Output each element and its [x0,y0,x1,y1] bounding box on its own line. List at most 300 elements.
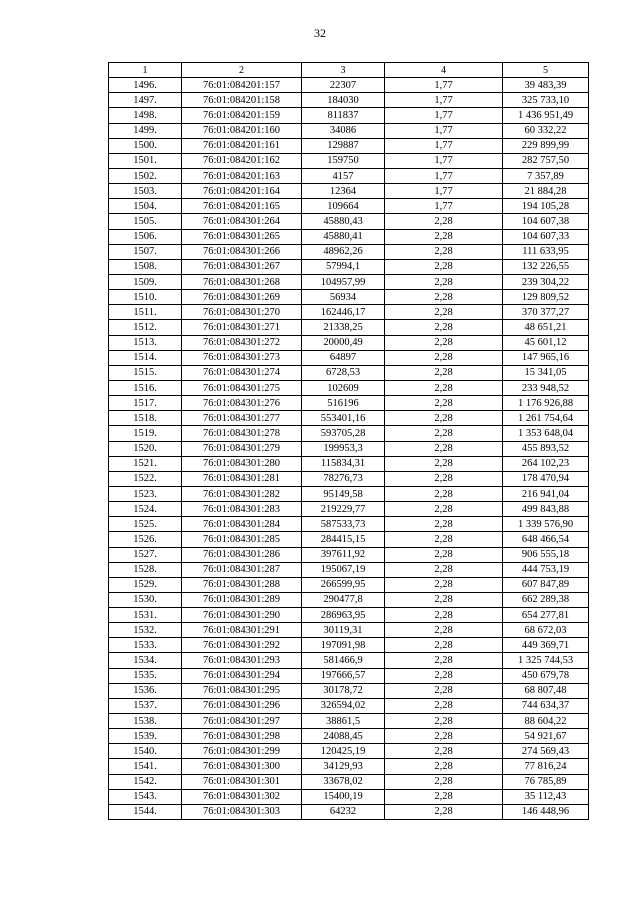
row-number-cell: 1527. [109,547,182,562]
table-row [109,668,589,683]
amount-cell: 216 941,04 [503,486,589,501]
cadastral-number-cell: 76:01:084301:273 [182,350,302,365]
table-row [109,380,589,395]
cadastral-number-cell: 76:01:084301:289 [182,592,302,607]
rate-cell: 2,28 [385,486,503,501]
area-cell: 266599,95 [302,577,385,592]
cadastral-number-cell: 76:01:084301:264 [182,214,302,229]
row-number-cell: 1543. [109,789,182,804]
cadastral-number-cell: 76:01:084301:284 [182,517,302,532]
row-number-cell: 1535. [109,668,182,683]
row-number-cell: 1501. [109,153,182,168]
area-cell: 24088,45 [302,729,385,744]
cadastral-number-cell: 76:01:084301:272 [182,335,302,350]
page-number: 32 [314,26,326,40]
row-number-cell: 1510. [109,290,182,305]
amount-cell: 147 965,16 [503,350,589,365]
area-cell: 195067,19 [302,562,385,577]
amount-cell: 274 569,43 [503,744,589,759]
amount-cell: 282 757,50 [503,153,589,168]
amount-cell: 239 304,22 [503,274,589,289]
area-cell: 20000,49 [302,335,385,350]
rate-cell: 1,77 [385,108,503,123]
rate-cell: 1,77 [385,153,503,168]
row-number-cell: 1503. [109,184,182,199]
amount-cell: 1 353 648,04 [503,426,589,441]
area-cell: 197666,57 [302,668,385,683]
table-row [109,592,589,607]
amount-cell: 76 785,89 [503,774,589,789]
row-number-cell: 1538. [109,714,182,729]
rate-cell: 2,28 [385,259,503,274]
column-header-1: 1 [109,63,182,78]
area-cell: 286963,95 [302,608,385,623]
cadastral-number-cell: 76:01:084301:275 [182,380,302,395]
cadastral-number-cell: 76:01:084301:285 [182,532,302,547]
row-number-cell: 1504. [109,199,182,214]
area-cell: 159750 [302,153,385,168]
table-row [109,577,589,592]
area-cell: 38861,5 [302,714,385,729]
cadastral-number-cell: 76:01:084301:288 [182,577,302,592]
cadastral-number-cell: 76:01:084301:278 [182,426,302,441]
table-row [109,320,589,335]
rate-cell: 1,77 [385,199,503,214]
rate-cell: 2,28 [385,789,503,804]
table-row [109,759,589,774]
table-row [109,486,589,501]
table-row [109,108,589,123]
table-row [109,184,589,199]
rate-cell: 2,28 [385,274,503,289]
rate-cell: 2,28 [385,744,503,759]
area-cell: 516196 [302,396,385,411]
cadastral-number-cell: 76:01:084201:160 [182,123,302,138]
cadastral-number-cell: 76:01:084301:279 [182,441,302,456]
cadastral-number-cell: 76:01:084301:291 [182,623,302,638]
rate-cell: 2,28 [385,471,503,486]
amount-cell: 21 884,28 [503,184,589,199]
cadastral-number-cell: 76:01:084301:295 [182,683,302,698]
area-cell: 553401,16 [302,411,385,426]
amount-cell: 1 176 926,88 [503,396,589,411]
row-number-cell: 1514. [109,350,182,365]
area-cell: 109664 [302,199,385,214]
cadastral-value-table [108,62,589,820]
table-row [109,456,589,471]
amount-cell: 744 634,37 [503,698,589,713]
amount-cell: 60 332,22 [503,123,589,138]
row-number-cell: 1537. [109,698,182,713]
table-row [109,532,589,547]
rate-cell: 2,28 [385,396,503,411]
amount-cell: 499 843,88 [503,502,589,517]
cadastral-number-cell: 76:01:084301:266 [182,244,302,259]
rate-cell: 2,28 [385,456,503,471]
table-row [109,774,589,789]
row-number-cell: 1497. [109,93,182,108]
amount-cell: 88 604,22 [503,714,589,729]
table-row [109,153,589,168]
cadastral-number-cell: 76:01:084201:159 [182,108,302,123]
table-row [109,411,589,426]
rate-cell: 2,28 [385,729,503,744]
area-cell: 30178,72 [302,683,385,698]
table-row [109,562,589,577]
table-row [109,608,589,623]
area-cell: 4157 [302,168,385,183]
table-row [109,259,589,274]
row-number-cell: 1539. [109,729,182,744]
rate-cell: 2,28 [385,335,503,350]
amount-cell: 1 325 744,53 [503,653,589,668]
rate-cell: 1,77 [385,93,503,108]
area-cell: 56934 [302,290,385,305]
area-cell: 587533,73 [302,517,385,532]
cadastral-number-cell: 76:01:084301:268 [182,274,302,289]
area-cell: 12364 [302,184,385,199]
table-row [109,653,589,668]
amount-cell: 129 809,52 [503,290,589,305]
rate-cell: 1,77 [385,78,503,93]
area-cell: 581466,9 [302,653,385,668]
cadastral-number-cell: 76:01:084301:300 [182,759,302,774]
table-row [109,335,589,350]
row-number-cell: 1524. [109,502,182,517]
table-row [109,365,589,380]
area-cell: 811837 [302,108,385,123]
amount-cell: 104 607,33 [503,229,589,244]
rate-cell: 2,28 [385,290,503,305]
row-number-cell: 1496. [109,78,182,93]
column-header-2: 2 [182,63,302,78]
amount-cell: 194 105,28 [503,199,589,214]
column-number-row [109,63,589,78]
cadastral-number-cell: 76:01:084301:296 [182,698,302,713]
rate-cell: 2,28 [385,683,503,698]
cadastral-number-cell: 76:01:084301:280 [182,456,302,471]
row-number-cell: 1530. [109,592,182,607]
row-number-cell: 1513. [109,335,182,350]
row-number-cell: 1516. [109,380,182,395]
row-number-cell: 1509. [109,274,182,289]
row-number-cell: 1515. [109,365,182,380]
amount-cell: 104 607,38 [503,214,589,229]
rate-cell: 2,28 [385,305,503,320]
amount-cell: 662 289,38 [503,592,589,607]
amount-cell: 54 921,67 [503,729,589,744]
area-cell: 284415,15 [302,532,385,547]
cadastral-number-cell: 76:01:084301:302 [182,789,302,804]
cadastral-number-cell: 76:01:084301:286 [182,547,302,562]
row-number-cell: 1512. [109,320,182,335]
area-cell: 95149,58 [302,486,385,501]
row-number-cell: 1518. [109,411,182,426]
area-cell: 397611,92 [302,547,385,562]
amount-cell: 264 102,23 [503,456,589,471]
area-cell: 30119,31 [302,623,385,638]
table-row [109,547,589,562]
cadastral-number-cell: 76:01:084301:265 [182,229,302,244]
amount-cell: 229 899,99 [503,138,589,153]
cadastral-number-cell: 76:01:084201:164 [182,184,302,199]
table-row [109,471,589,486]
area-cell: 162446,17 [302,305,385,320]
cadastral-number-cell: 76:01:084301:299 [182,744,302,759]
area-cell: 104957,99 [302,274,385,289]
area-cell: 45880,43 [302,214,385,229]
table-row [109,93,589,108]
rate-cell: 2,28 [385,714,503,729]
area-cell: 290477,8 [302,592,385,607]
area-cell: 21338,25 [302,320,385,335]
rate-cell: 2,28 [385,532,503,547]
cadastral-number-cell: 76:01:084301:292 [182,638,302,653]
column-header-3: 3 [302,63,385,78]
table-row [109,138,589,153]
row-number-cell: 1544. [109,804,182,819]
amount-cell: 77 816,24 [503,759,589,774]
table-row [109,426,589,441]
area-cell: 34129,93 [302,759,385,774]
amount-cell: 444 753,19 [503,562,589,577]
row-number-cell: 1542. [109,774,182,789]
cadastral-number-cell: 76:01:084301:269 [182,290,302,305]
table-row [109,274,589,289]
column-header-4: 4 [385,63,503,78]
cadastral-number-cell: 76:01:084201:162 [182,153,302,168]
table-row [109,804,589,819]
table-row [109,214,589,229]
cadastral-number-cell: 76:01:084301:283 [182,502,302,517]
row-number-cell: 1499. [109,123,182,138]
rate-cell: 2,28 [385,365,503,380]
cadastral-number-cell: 76:01:084301:303 [182,804,302,819]
cadastral-number-cell: 76:01:084201:157 [182,78,302,93]
cadastral-number-cell: 76:01:084301:270 [182,305,302,320]
area-cell: 120425,19 [302,744,385,759]
amount-cell: 906 555,18 [503,547,589,562]
cadastral-number-cell: 76:01:084301:282 [182,486,302,501]
amount-cell: 370 377,27 [503,305,589,320]
amount-cell: 1 261 754,64 [503,411,589,426]
row-number-cell: 1534. [109,653,182,668]
cadastral-number-cell: 76:01:084301:297 [182,714,302,729]
row-number-cell: 1517. [109,396,182,411]
rate-cell: 2,28 [385,229,503,244]
cadastral-number-cell: 76:01:084301:293 [182,653,302,668]
area-cell: 45880,41 [302,229,385,244]
row-number-cell: 1528. [109,562,182,577]
cadastral-number-cell: 76:01:084301:287 [182,562,302,577]
cadastral-number-cell: 76:01:084301:281 [182,471,302,486]
row-number-cell: 1523. [109,486,182,501]
area-cell: 64897 [302,350,385,365]
amount-cell: 39 483,39 [503,78,589,93]
table-row [109,502,589,517]
table-row [109,441,589,456]
cadastral-number-cell: 76:01:084201:165 [182,199,302,214]
cadastral-number-cell: 76:01:084301:271 [182,320,302,335]
amount-cell: 111 633,95 [503,244,589,259]
amount-cell: 15 341,05 [503,365,589,380]
table-row [109,305,589,320]
table-row [109,199,589,214]
area-cell: 64232 [302,804,385,819]
amount-cell: 68 672,03 [503,623,589,638]
rate-cell: 2,28 [385,380,503,395]
row-number-cell: 1506. [109,229,182,244]
table-row [109,350,589,365]
row-number-cell: 1508. [109,259,182,274]
row-number-cell: 1526. [109,532,182,547]
amount-cell: 654 277,81 [503,608,589,623]
table-row [109,714,589,729]
row-number-cell: 1531. [109,608,182,623]
table-row [109,244,589,259]
area-cell: 15400,19 [302,789,385,804]
cadastral-number-cell: 76:01:084301:294 [182,668,302,683]
cadastral-number-cell: 76:01:084301:276 [182,396,302,411]
rate-cell: 1,77 [385,168,503,183]
cadastral-number-cell: 76:01:084201:158 [182,93,302,108]
area-cell: 593705,28 [302,426,385,441]
rate-cell: 2,28 [385,320,503,335]
cadastral-number-cell: 76:01:084301:274 [182,365,302,380]
area-cell: 6728,53 [302,365,385,380]
table-row [109,396,589,411]
area-cell: 197091,98 [302,638,385,653]
table-row [109,638,589,653]
rate-cell: 2,28 [385,411,503,426]
area-cell: 57994,1 [302,259,385,274]
rate-cell: 2,28 [385,214,503,229]
rate-cell: 2,28 [385,547,503,562]
amount-cell: 132 226,55 [503,259,589,274]
cadastral-number-cell: 76:01:084201:163 [182,168,302,183]
row-number-cell: 1520. [109,441,182,456]
amount-cell: 648 466,54 [503,532,589,547]
table-row [109,623,589,638]
row-number-cell: 1522. [109,471,182,486]
table-row [109,78,589,93]
amount-cell: 45 601,12 [503,335,589,350]
table-row [109,789,589,804]
cadastral-number-cell: 76:01:084301:298 [182,729,302,744]
rate-cell: 2,28 [385,668,503,683]
row-number-cell: 1540. [109,744,182,759]
amount-cell: 449 369,71 [503,638,589,653]
amount-cell: 178 470,94 [503,471,589,486]
rate-cell: 2,28 [385,592,503,607]
row-number-cell: 1500. [109,138,182,153]
table-row [109,517,589,532]
cadastral-number-cell: 76:01:084301:267 [182,259,302,274]
row-number-cell: 1529. [109,577,182,592]
area-cell: 184030 [302,93,385,108]
rate-cell: 2,28 [385,698,503,713]
amount-cell: 607 847,89 [503,577,589,592]
amount-cell: 233 948,52 [503,380,589,395]
amount-cell: 68 807,48 [503,683,589,698]
row-number-cell: 1505. [109,214,182,229]
area-cell: 34086 [302,123,385,138]
row-number-cell: 1532. [109,623,182,638]
row-number-cell: 1536. [109,683,182,698]
rate-cell: 1,77 [385,123,503,138]
area-cell: 78276,73 [302,471,385,486]
row-number-cell: 1525. [109,517,182,532]
rate-cell: 2,28 [385,577,503,592]
area-cell: 22307 [302,78,385,93]
amount-cell: 7 357,89 [503,168,589,183]
rate-cell: 2,28 [385,774,503,789]
row-number-cell: 1533. [109,638,182,653]
amount-cell: 35 112,43 [503,789,589,804]
table-row [109,168,589,183]
rate-cell: 2,28 [385,638,503,653]
amount-cell: 1 436 951,49 [503,108,589,123]
rate-cell: 1,77 [385,184,503,199]
amount-cell: 455 893,52 [503,441,589,456]
cadastral-number-cell: 76:01:084301:277 [182,411,302,426]
area-cell: 219229,77 [302,502,385,517]
amount-cell: 48 651,21 [503,320,589,335]
table-row [109,290,589,305]
amount-cell: 325 733,10 [503,93,589,108]
amount-cell: 146 448,96 [503,804,589,819]
area-cell: 129887 [302,138,385,153]
table-row [109,229,589,244]
row-number-cell: 1541. [109,759,182,774]
table-row [109,123,589,138]
rate-cell: 2,28 [385,562,503,577]
rate-cell: 2,28 [385,441,503,456]
area-cell: 48962,26 [302,244,385,259]
cadastral-number-cell: 76:01:084201:161 [182,138,302,153]
row-number-cell: 1519. [109,426,182,441]
table-row [109,729,589,744]
cadastral-number-cell: 76:01:084301:290 [182,608,302,623]
row-number-cell: 1498. [109,108,182,123]
area-cell: 102609 [302,380,385,395]
rate-cell: 2,28 [385,426,503,441]
area-cell: 199953,3 [302,441,385,456]
rate-cell: 2,28 [385,350,503,365]
table-row [109,698,589,713]
rate-cell: 2,28 [385,244,503,259]
row-number-cell: 1511. [109,305,182,320]
rate-cell: 1,77 [385,138,503,153]
rate-cell: 2,28 [385,623,503,638]
table-row [109,744,589,759]
amount-cell: 450 679,78 [503,668,589,683]
area-cell: 33678,02 [302,774,385,789]
area-cell: 115834,31 [302,456,385,471]
table-row [109,683,589,698]
area-cell: 326594,02 [302,698,385,713]
rate-cell: 2,28 [385,804,503,819]
rate-cell: 2,28 [385,502,503,517]
rate-cell: 2,28 [385,517,503,532]
rate-cell: 2,28 [385,608,503,623]
amount-cell: 1 339 576,90 [503,517,589,532]
column-header-5: 5 [503,63,589,78]
row-number-cell: 1502. [109,168,182,183]
row-number-cell: 1521. [109,456,182,471]
rate-cell: 2,28 [385,653,503,668]
table-body [109,78,589,820]
